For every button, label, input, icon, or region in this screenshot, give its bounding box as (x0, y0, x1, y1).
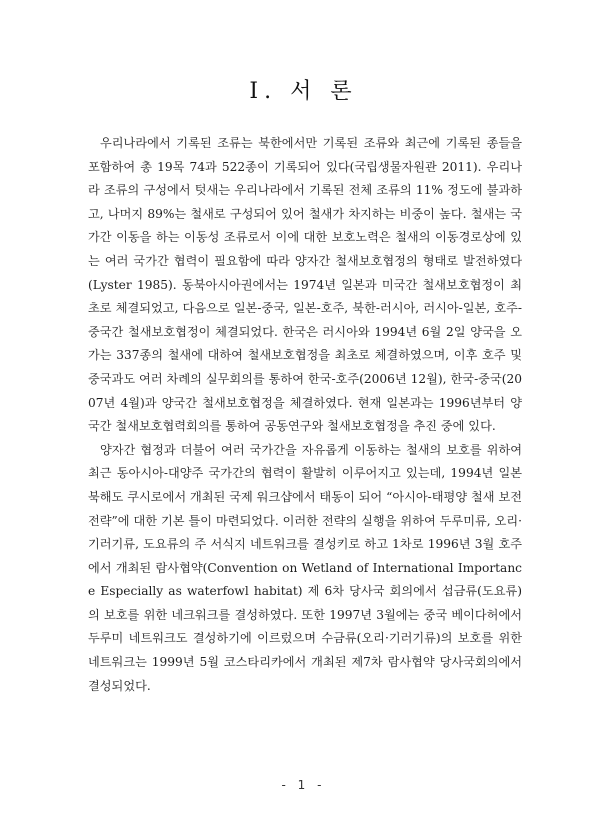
section-title: Ⅰ. 서 론 (249, 79, 358, 104)
body-text (88, 132, 522, 698)
paragraph-2: 양자간 협정과 더불어 여러 국가간을 자유롭게 이동하는 철새의 보호를 위하여 최근 동아시아-대양주 국가간의 협력이 활발히 이루어지고 있는데, 1994년 일본 북해도 쿠시로에서 개최된 국제 워크샵에서 태동이 되어 “아시아-태평양 철새 보전전략”에 대한 기본 틀이 마련되었다. 이러한 전략의 실행을 위하여 두루미류, 오리·기러기류, 도요류의 주 서식지 네트워크를 결성키로 하고 1차로 1996년 3월 호주에서 개최된 람사협약(Convention on Wetland of International Importance Especially as waterfowl habitat) 제 6차 당사국 회의에서 섭금류(도요류)의 보호를 위한 네크워크를 결성하였다. 또한 1997년 3월에는 중국 베이다허에서 두루미 네트워크도 결성하기에 이르렀으며 수금류(오리·기러기류)의 보호를 위한 네트워크는 1999년 5월 코스타리카에서 개최된 제7차 람사협약 당사국회의에서 결성되었다. (88, 442, 522, 693)
page-number: - 1 - (281, 778, 326, 792)
paragraph-1: 우리나라에서 기록된 조류는 북한에서만 기록된 조류와 최근에 기록된 종들을 포함하여 총 19목 74과 522종이 기록되어 있다(국립생물자원관 2011). 우리나라 조류의 구성에서 텃새는 우리나라에서 기록된 전체 조류의 11% 정도에 불과하고, 나머지 89%는 철새로 구성되어 있어 철새가 차지하는 비중이 높다. 철새는 국가간 이동을 하는 이동성 조류로서 이에 대한 보호노력은 철새의 이동경로상에 있는 여러 국가간 협력이 필요함에 따라 양자간 철새보호협정의 형태로 발전하였다(Lyster 1985). 동북아시아권에서는 1974년 일본과 미국간 철새보호협정이 최초로 체결되었고, 다음으로 일본-중국, 일본-호주, 북한-러시아, 러시아-일본, 호주-중국간 철새보호협정이 체결되었다. 한국은 러시아와 1994년 6월 2일 양국을 오가는 337종의 철새에 대하여 철새보호협정을 최초로 체결하였으며, 이후 호주 및 중국과도 여러 차례의 실무회의를 통하여 한국-호주(2006년 12월), 한국-중국(2007년 4월)과 양국간 철새보호협정을 체결하였다. 현재 일본과는 1996년부터 양국간 철새보호협력회의를 통하여 공동연구와 철새보호협정을 추진 중에 있다. (88, 136, 522, 434)
